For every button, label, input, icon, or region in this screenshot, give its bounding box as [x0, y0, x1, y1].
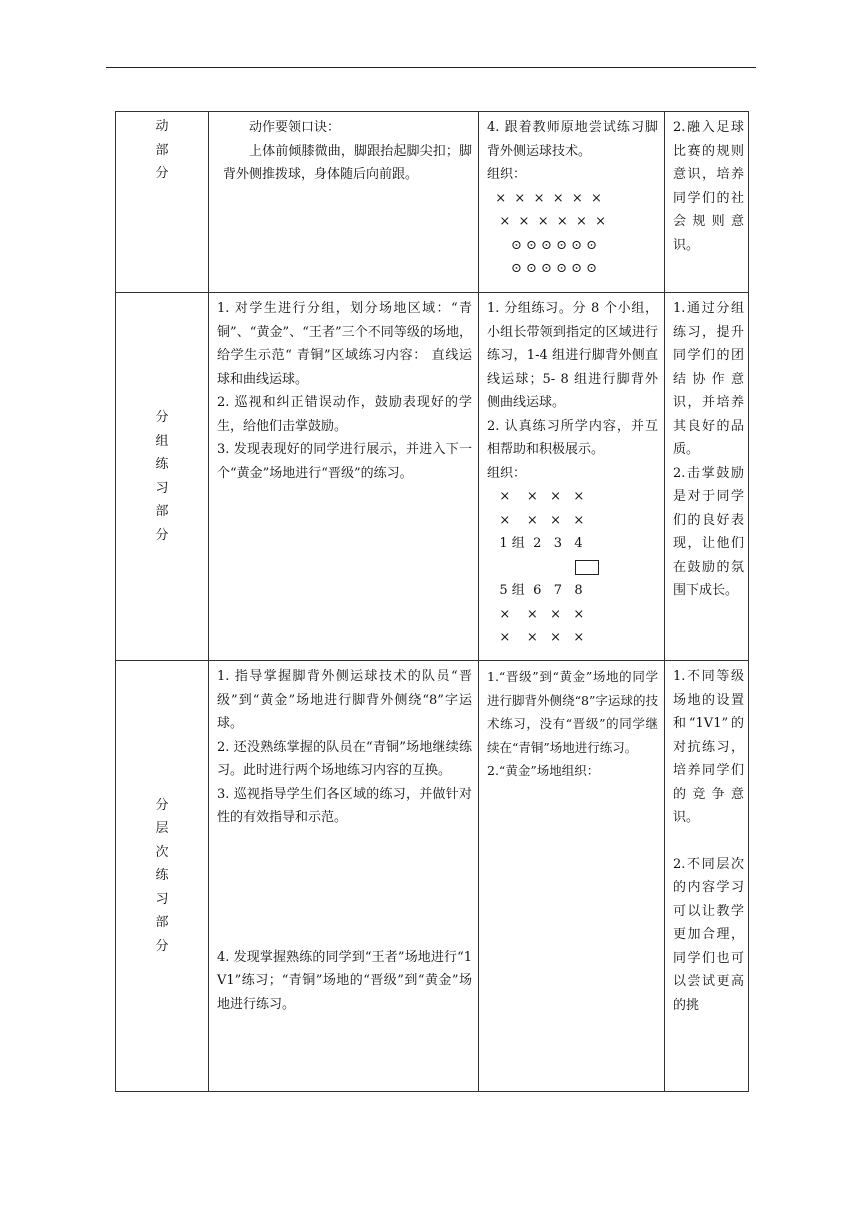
goal-item: 1.通过分组练习，提升同学们的团结协作意识，并培养其良好的品质。 [673, 301, 744, 457]
activity-cell [479, 661, 665, 1092]
formation-row: × × × × × × [487, 190, 602, 206]
formation-row: 1 组 2 3 4 [487, 536, 583, 551]
content-item: 1. 指导掌握脚背外侧运球技术的队员“晋级”到“黄金”场地进行脚背外侧绕“8”字运球。 [217, 669, 472, 731]
field-marker [487, 556, 658, 580]
formation-row: × × × × [487, 630, 585, 645]
content-item: 2. 还没熟练掌握的队员在“青铜”场地继续练习。此时进行两个场地练习内容的互换。 [217, 739, 472, 778]
tips-body: 上体前倾膝微曲，脚跟抬起脚尖扣；脚背外侧推拨球，身体随后向前跟。 [223, 143, 472, 182]
field-rectangle [575, 560, 599, 575]
content-item: 3. 巡视指导学生们各区域的练习，并做针对性的有效指导和示范。 [217, 786, 472, 825]
goal-cell [665, 293, 749, 661]
activity-cell [479, 293, 665, 661]
formation-row: × × × × [487, 606, 585, 622]
lesson-plan-table [115, 111, 749, 1092]
content-item: 2. 巡视和纠正错误动作，鼓励表现好的学生，给他们击掌鼓励。 [217, 395, 472, 434]
goal-item: 2.不同层次的内容学习可以让教学更加合理，同学们也可以尝试更高的挑 [673, 856, 744, 1013]
table-row [116, 293, 749, 661]
section-label: 动 部 分 [155, 119, 169, 181]
content-cell [209, 293, 479, 661]
section-label: 分 组 练 习 部 分 [155, 410, 169, 543]
table-row [116, 112, 749, 293]
goal-cell [665, 112, 749, 293]
header-rule [106, 67, 756, 68]
activity-item: 2. 认真练习所学内容，并互相帮助和积极展示。 [487, 418, 658, 457]
goal-item: 2.击掌鼓励是对于同学们的良好表现，让他们在鼓励的氛围下成长。 [673, 465, 744, 598]
section-cell [116, 112, 209, 293]
formation-row: ⊙ ⊙ ⊙ ⊙ ⊙ ⊙ [511, 261, 598, 276]
org-label: 组织： [487, 465, 527, 481]
formation-row: × × × × × × [487, 214, 607, 229]
goal-cell [665, 661, 749, 1092]
goal-item: 1.不同等级场地的设置和“1V1”的对抗练习，培养同学们的竞争意识。 [673, 669, 744, 825]
section-label: 分 层 次 练 习 部 分 [155, 797, 169, 954]
formation-row: ⊙ ⊙ ⊙ ⊙ ⊙ ⊙ [511, 237, 598, 253]
content-item: 1. 对学生进行分组，划分场地区域：“青铜”、“黄金”、“王者”三个不同等级的场地， 给学生示范“ 青铜”区域练习内容： 直线运球和曲线运球。 [217, 301, 472, 387]
table-row [116, 661, 749, 1092]
content-item: 4. 发现掌握熟练的同学到“王者”场地进行“1V1”练习；“青铜”场地的“晋级”到“黄金”场地进行练习。 [217, 949, 472, 1012]
content-cell [209, 661, 479, 1092]
section-cell [116, 661, 209, 1092]
activity-item: 1. 分组练习。分 8 个小组，小组长带领到指定的区域进行练习，1-4 组进行脚背外侧直线运球；5- 8 组进行脚背外侧曲线运球。 [487, 301, 658, 410]
formation-row: 5 组 6 7 8 [487, 583, 583, 598]
content-cell [209, 112, 479, 293]
formation-row: × × × × [487, 512, 585, 528]
goal-text: 2.融入足球比赛的规则意识，培养同学们的社会规则意识。 [673, 120, 744, 253]
formation-row: × × × × [487, 489, 585, 504]
activity-item: 1.“晋级”到“黄金”场地的同学进行脚背外侧绕“8”字运球的技术练习，没有“晋级”的同学继续在“青铜”场地进行练习。 [487, 669, 658, 755]
tips-title: 动作要领口诀： [249, 120, 341, 135]
activity-text: 4. 跟着教师原地尝试练习脚背外侧运球技术。 [487, 120, 658, 159]
section-cell [116, 293, 209, 661]
content-item: 3. 发现表现好的同学进行展示，并进入下一个“黄金”场地进行“晋级”的练习。 [217, 442, 472, 481]
activity-cell [479, 112, 665, 293]
org-label: 组织： [487, 167, 527, 182]
activity-item: 2.“黄金”场地组织： [487, 763, 600, 778]
